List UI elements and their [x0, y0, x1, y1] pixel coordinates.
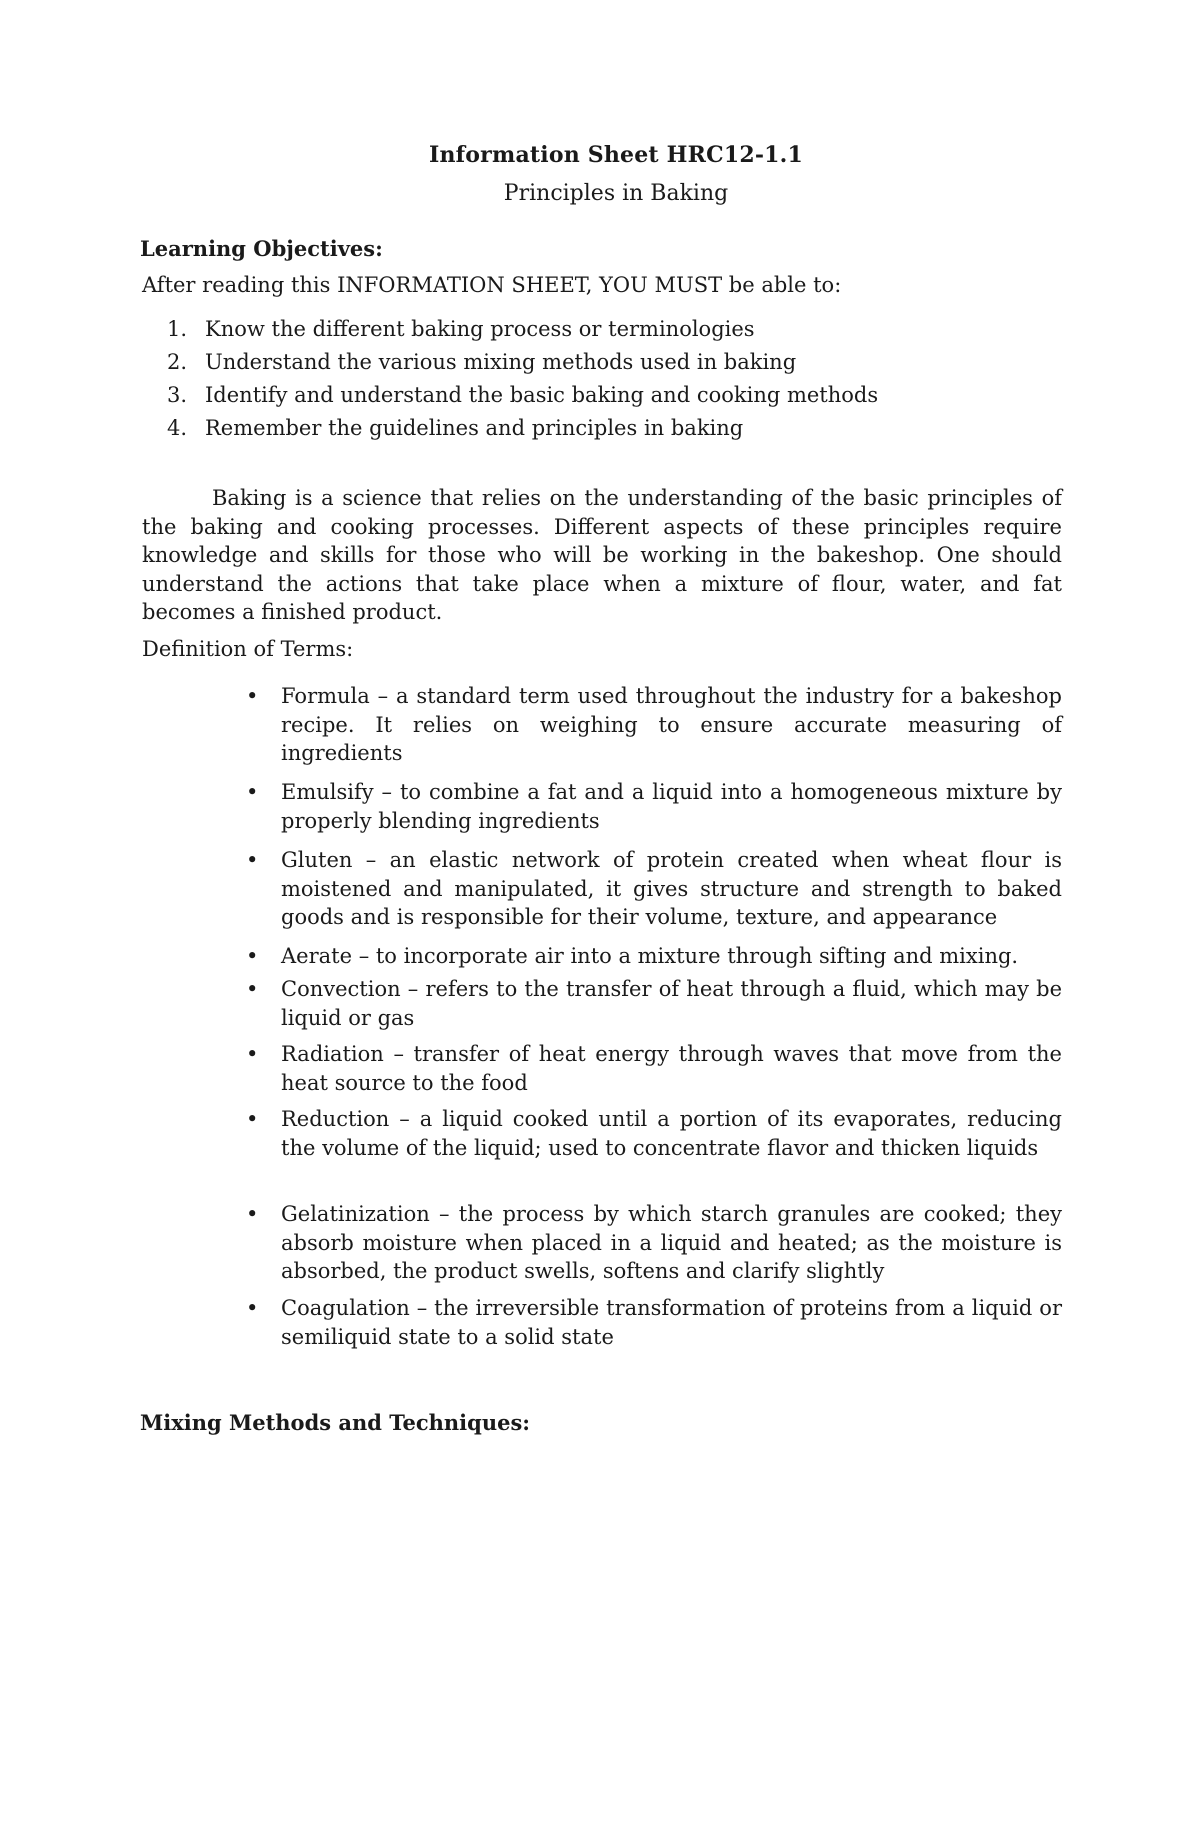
term-item — [238, 1200, 1062, 1286]
term-item — [238, 1105, 1062, 1162]
learning-objectives-heading: Learning Objectives: — [140, 236, 383, 261]
bullet-icon: • — [246, 848, 259, 872]
objective-text: Identify and understand the basic baking and cooking methods — [205, 383, 879, 407]
term-text: Gelatinization – the process by which starch granules are cooked; they absorb moisture when placed in a liquid and heated; as the moisture is absorbed, the product swells, softens and clarify slightly — [281, 1202, 1062, 1283]
bullet-icon: • — [246, 1042, 259, 1066]
mixing-methods-heading: Mixing Methods and Techniques: — [140, 1410, 531, 1435]
objective-text: Understand the various mixing methods used in baking — [205, 350, 797, 374]
objective-item — [167, 412, 878, 445]
intro-paragraph: Baking is a science that relies on the understanding of the basic principles of the baking and cooking processes. Different aspects of these principles require knowledge and skills for those who will be working in the bakeshop. One should understand the actions that take place when a mixture of flour, water, and fat becomes a finished product. — [142, 486, 1062, 624]
term-text: Reduction – a liquid cooked until a portion of its evaporates, reducing the volume of the liquid; used to concentrate flavor and thicken liquids — [281, 1107, 1062, 1160]
objective-item — [167, 313, 878, 346]
term-text: Emulsify – to combine a fat and a liquid into a homogeneous mixture by properly blending ingredients — [281, 780, 1062, 833]
objective-text: Know the different baking process or terminologies — [205, 317, 755, 341]
objective-item — [167, 346, 878, 379]
term-item — [238, 975, 1062, 1032]
objective-number: 1. — [167, 317, 188, 341]
objective-number: 4. — [167, 416, 188, 440]
page-subtitle — [0, 181, 1200, 206]
term-text: Gluten – an elastic network of protein created when wheat flour is moistened and manipulated, it gives structure and strength to baked goods and is responsible for their volume, texture, and appearance — [281, 848, 1062, 929]
term-text: Coagulation – the irreversible transformation of proteins from a liquid or semiliquid state to a solid state — [281, 1296, 1062, 1349]
page-subtitle-text: Principles in Baking — [503, 181, 729, 206]
term-item — [238, 1040, 1062, 1097]
page-title-text: Information Sheet HRC12-1.1 — [428, 142, 804, 168]
bullet-icon: • — [246, 977, 259, 1001]
term-text: Convection – refers to the transfer of heat through a fluid, which may be liquid or gas — [281, 977, 1062, 1030]
term-item — [238, 846, 1062, 932]
objective-number: 3. — [167, 383, 188, 407]
term-item — [238, 778, 1062, 835]
page-title — [0, 142, 1200, 168]
term-item — [238, 1294, 1062, 1351]
objectives-list — [167, 313, 878, 445]
bullet-icon: • — [246, 1202, 259, 1226]
bullet-icon: • — [246, 1107, 259, 1131]
term-text: Radiation – transfer of heat energy through waves that move from the heat source to the food — [281, 1042, 1062, 1095]
objective-number: 2. — [167, 350, 188, 374]
bullet-icon: • — [246, 780, 259, 804]
definitions-label: Definition of Terms: — [142, 637, 354, 661]
objectives-intro: After reading this INFORMATION SHEET, YOU MUST be able to: — [142, 273, 842, 297]
bullet-icon: • — [246, 684, 259, 708]
term-text: Aerate – to incorporate air into a mixture through sifting and mixing. — [281, 944, 1019, 968]
objective-item — [167, 379, 878, 412]
term-item — [238, 942, 1062, 971]
bullet-icon: • — [246, 1296, 259, 1320]
objective-text: Remember the guidelines and principles in baking — [205, 416, 744, 440]
bullet-icon: • — [246, 944, 259, 968]
term-text: Formula – a standard term used throughout the industry for a bakeshop recipe. It relies on weighing to ensure accurate measuring of ingredients — [281, 684, 1062, 765]
term-item — [238, 682, 1062, 768]
